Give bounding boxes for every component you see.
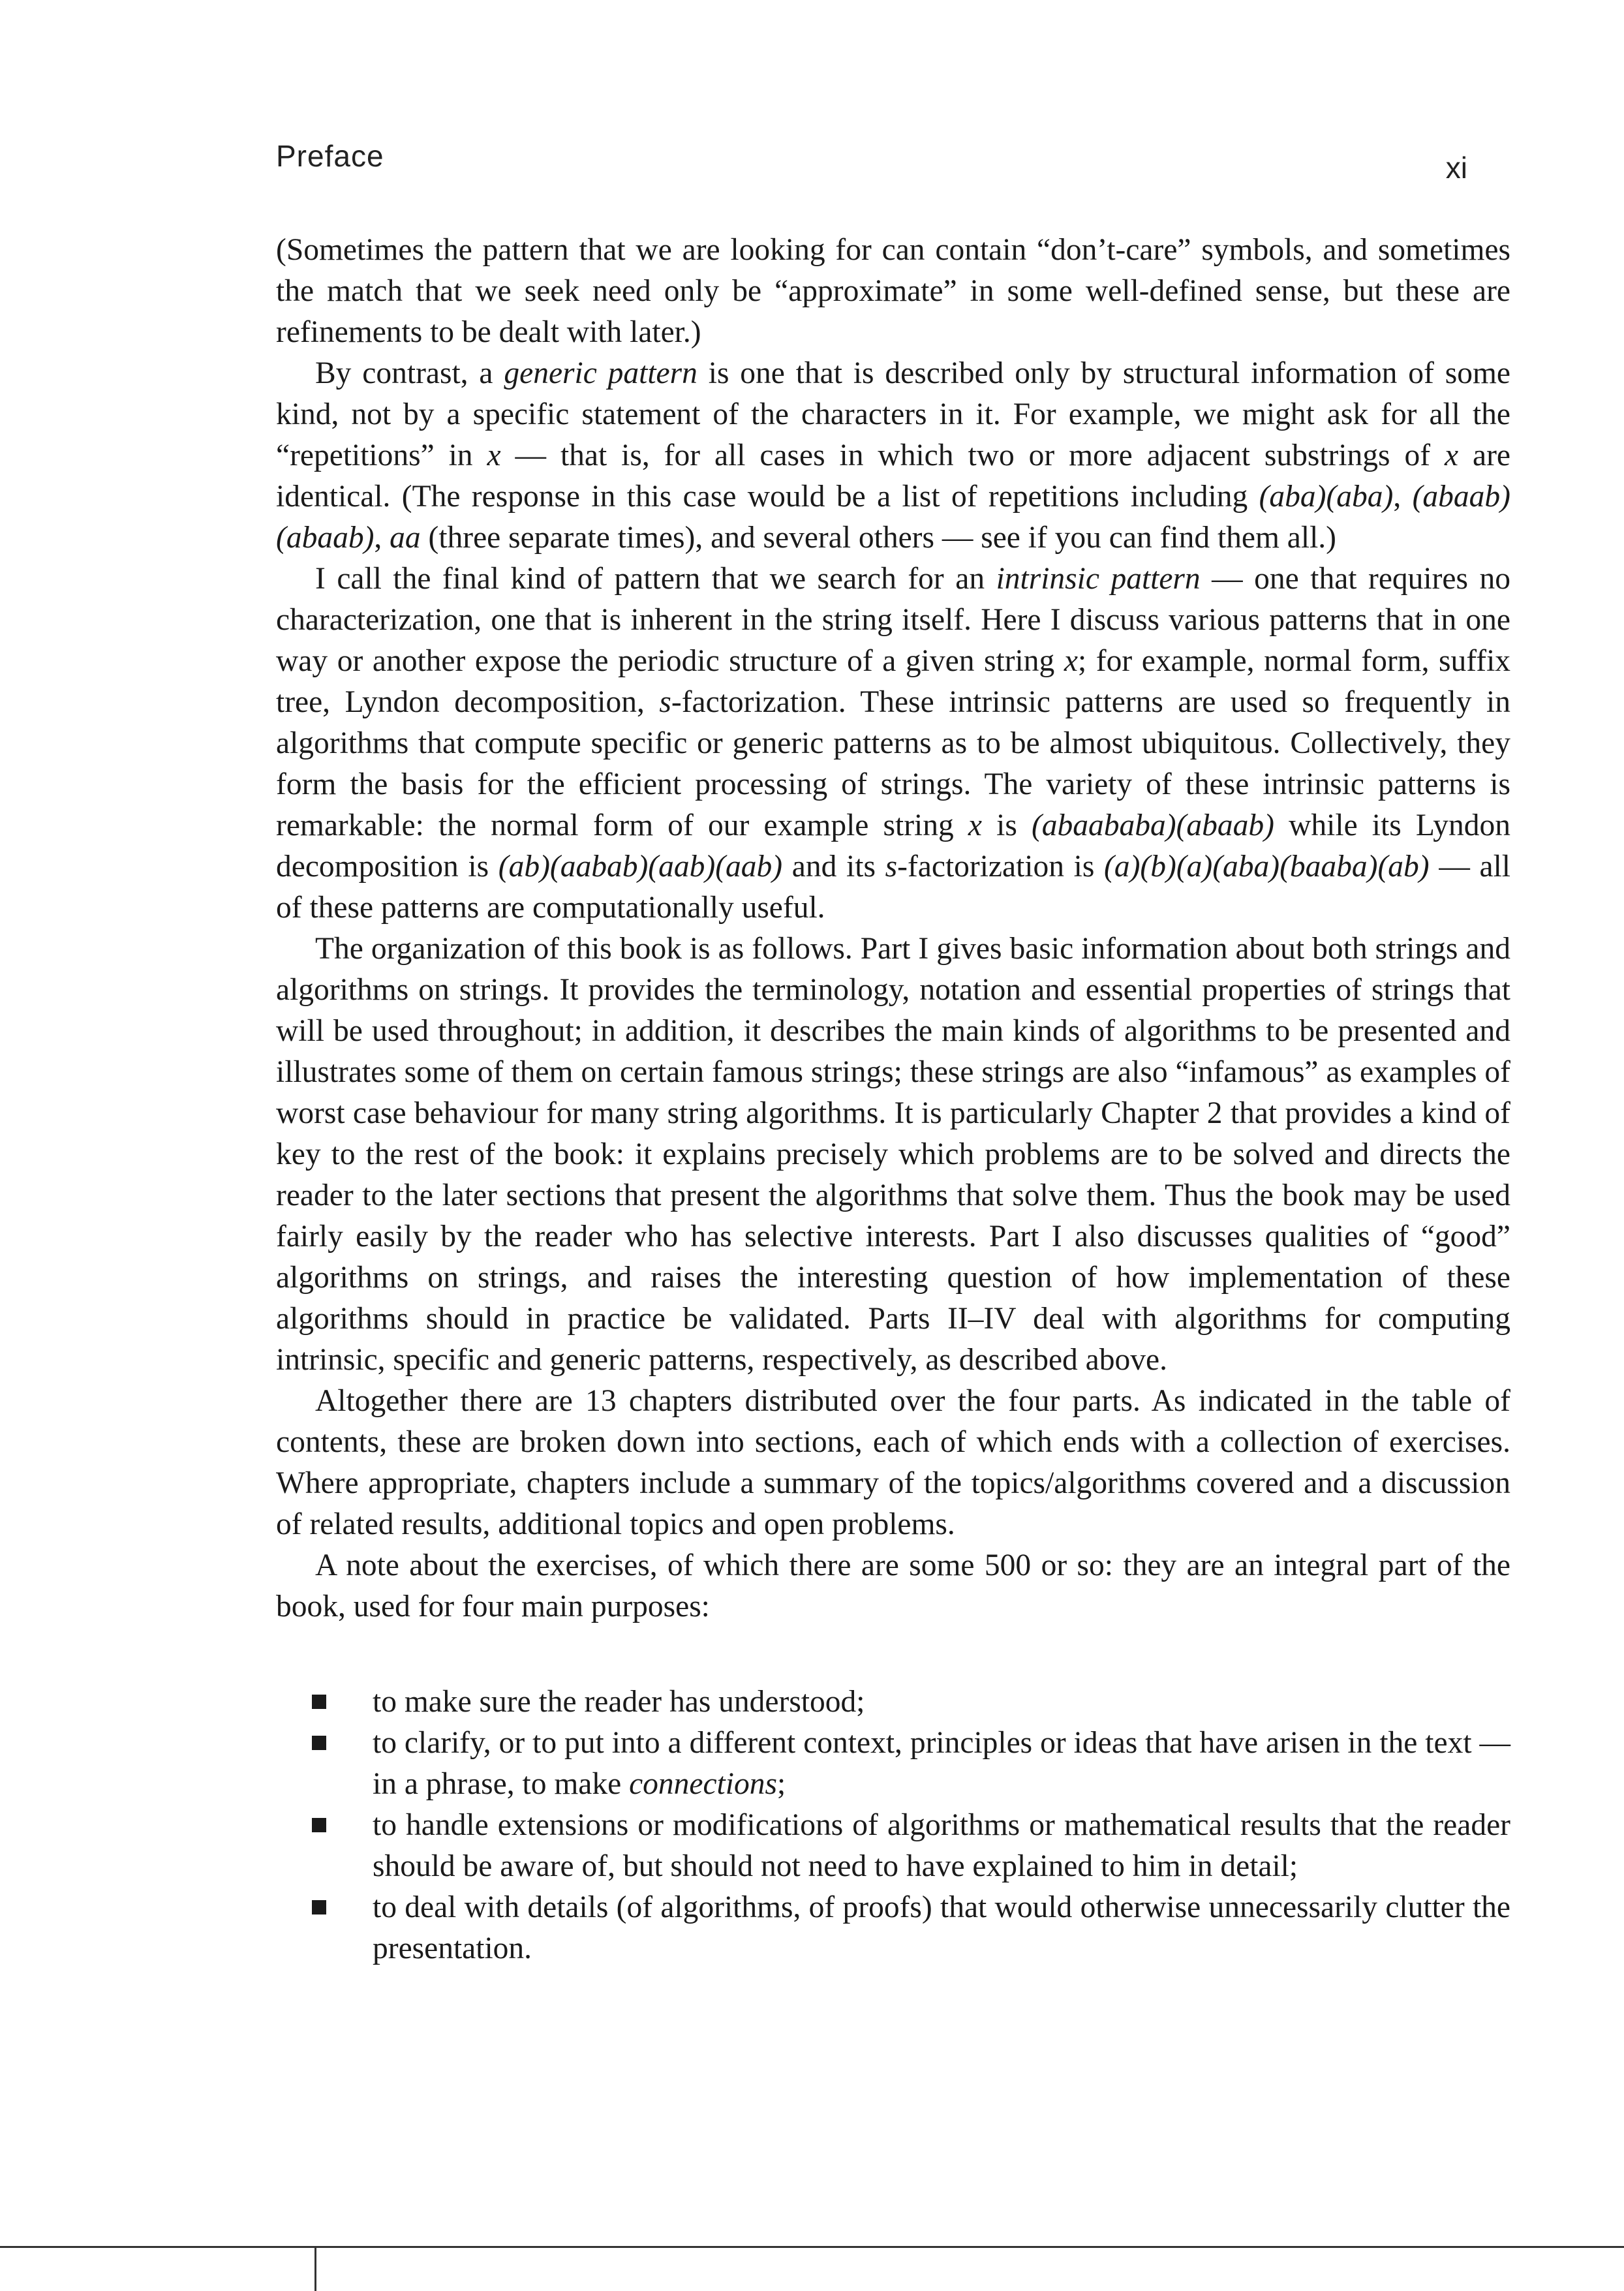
list-item bbox=[276, 1682, 1510, 1723]
text-run: while its Lyndon decomposition is bbox=[276, 808, 1510, 884]
list-item bbox=[276, 1805, 1510, 1887]
list-item-text: to deal with details (of algorithms, of proofs) that would otherwise unnecessarily clutter the presentation. bbox=[373, 1890, 1510, 1965]
math-expression: (aba)(aba) bbox=[1259, 480, 1394, 514]
text-run: -factorization. These intrinsic patterns are used so frequently in algorithms that compute specific or generic patterns as to be almost ubiquitous. Collectively, they form the basis for the efficient processing of strings. The variety of these intrinsic patterns is remarkable: the normal form of our example string bbox=[276, 685, 1510, 842]
math-expression: (ab)(aabab)(aab)(aab) bbox=[498, 850, 783, 884]
text-run: (three separate times), and several others — see if you can find them all.) bbox=[420, 521, 1336, 555]
text-run: By contrast, a bbox=[315, 356, 504, 390]
scan-edge-tick bbox=[314, 2246, 316, 2291]
emphasis-connections: connections bbox=[629, 1767, 777, 1801]
text-run: — that is, for all cases in which two or more adjacent substrings of bbox=[500, 438, 1445, 472]
math-expression: (abaab)(abaab) bbox=[276, 480, 1510, 555]
list-item bbox=[276, 1723, 1510, 1805]
math-variable: s bbox=[659, 685, 671, 719]
math-variable: s bbox=[885, 850, 898, 884]
text-run: ; for example, normal form, suffix tree, Lyndon decomposition, bbox=[276, 644, 1511, 719]
text-run: is one that is described only by structural information of some kind, not by a specific statement of the characters in it. For example, we might ask for all the “repetitions” in bbox=[276, 356, 1510, 472]
emphasis-generic-pattern: generic pattern bbox=[504, 356, 697, 390]
scan-edge-rule bbox=[0, 2246, 1624, 2248]
list-item-text: to clarify, or to put into a different context, principles or ideas that have arisen in the text — in a phrase, to make bbox=[373, 1726, 1510, 1801]
paragraph-5: Altogether there are 13 chapters distributed over the four parts. As indicated in the table of contents, these are broken down into sections, each of which ends with a collection of exercises. Where appropriate, chapters include a summary of the topics/algorithms covered and a discussion of related results, additional topics and open problems. bbox=[276, 1384, 1510, 1541]
list-item-text: ; bbox=[776, 1767, 786, 1801]
square-bullet-icon bbox=[312, 1818, 326, 1832]
paragraph-4: The organization of this book is as follows. Part I gives basic information about both strings and algorithms on strings. It provides the terminology, notation and essential properties of strings that will be used throughout; in addition, it describes the main kinds of algorithms to be presented and illustrates some of them on certain famous strings; these strings are also “infamous” as examples of worst case behaviour for many string algorithms. It is particularly Chapter 2 that provides a kind of key to the rest of the book: it explains precisely which problems are to be solved and directs the reader to the later sections that present the algorithms that solve them. Thus the book may be used fairly easily by the reader who has selective interests. Part I also discusses qualities of “good” algorithms on strings, and raises the interesting question of how implementation of these algorithms should in practice be validated. Parts II–IV deal with algorithms for computing intrinsic, specific and generic patterns, respectively, as described above. bbox=[276, 932, 1510, 1377]
math-variable: x bbox=[487, 438, 501, 472]
text-run: I call the final kind of pattern that we search for an bbox=[315, 562, 996, 596]
running-head: Preface bbox=[276, 139, 384, 173]
text-run: — all of these patterns are computationally useful. bbox=[276, 850, 1510, 925]
paragraph-2 bbox=[276, 353, 1510, 559]
list-item-text: to handle extensions or modifications of algorithms or mathematical results that the reader should be aware of, but should not need to have explained to him in detail; bbox=[373, 1808, 1510, 1883]
math-variable: x bbox=[968, 808, 982, 842]
text-run: — one that requires no characterization, one that is inherent in the string itself. Here I discuss various patterns that in one way or another expose the periodic structure of a given string bbox=[276, 562, 1510, 678]
math-expression: (abaababa)(abaab) bbox=[1031, 808, 1274, 842]
math-variable: x bbox=[1444, 438, 1459, 472]
square-bullet-icon bbox=[312, 1695, 326, 1709]
text-run: , bbox=[1393, 480, 1413, 514]
text-run: , bbox=[374, 521, 390, 555]
page-number: xi bbox=[1445, 151, 1467, 185]
list-item-text: to make sure the reader has understood; bbox=[373, 1685, 865, 1719]
square-bullet-icon bbox=[312, 1900, 326, 1914]
math-expression: aa bbox=[390, 521, 421, 555]
exercise-purposes-list bbox=[276, 1682, 1510, 1969]
text-run: is bbox=[981, 808, 1032, 842]
body-text bbox=[276, 230, 1510, 1969]
text-run: and its bbox=[782, 850, 885, 884]
math-expression: (a)(b)(a)(aba)(baaba)(ab) bbox=[1104, 850, 1430, 884]
text-run: are identical. (The response in this case would be a list of repetitions including bbox=[276, 438, 1510, 514]
list-item bbox=[276, 1887, 1510, 1969]
square-bullet-icon bbox=[312, 1736, 326, 1750]
math-variable: x bbox=[1064, 644, 1078, 678]
paragraph-3 bbox=[276, 559, 1510, 929]
emphasis-intrinsic-pattern: intrinsic pattern bbox=[996, 562, 1201, 596]
paragraph-6: A note about the exercises, of which there are some 500 or so: they are an integral part of the book, used for four main purposes: bbox=[276, 1548, 1510, 1623]
page-header bbox=[276, 138, 1467, 184]
paragraph-1: (Sometimes the pattern that we are looking for can contain “don’t-care” symbols, and sometimes the match that we seek need only be “approximate” in some well-defined sense, but these are refinements to be dealt with later.) bbox=[276, 233, 1510, 349]
text-run: -factorization is bbox=[897, 850, 1105, 884]
